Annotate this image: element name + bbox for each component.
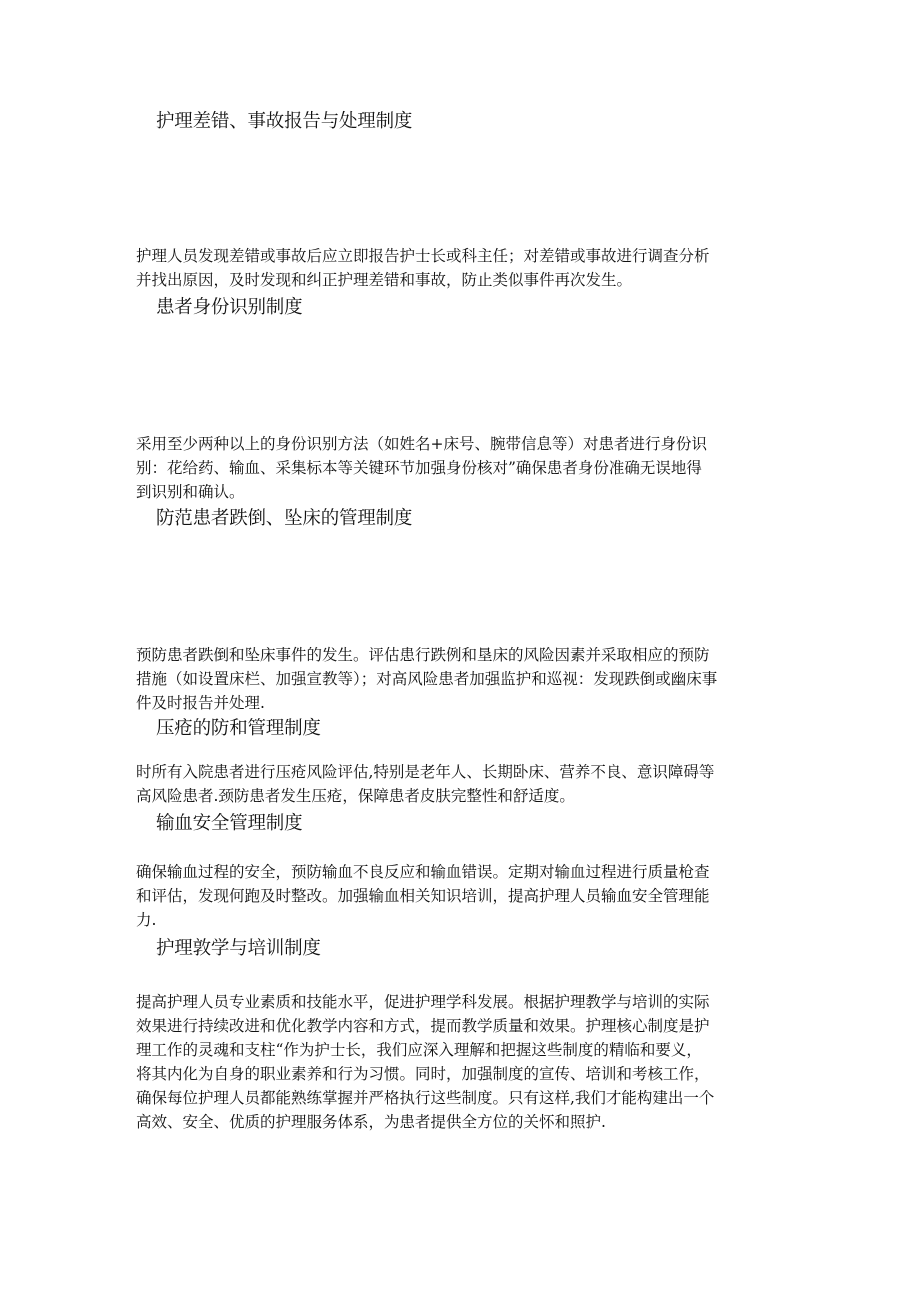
body-line: 提高护理人员专业素质和技能水平，促进护理学科发展。根据护理教学与培训的实际 xyxy=(136,993,710,1011)
body-line: 别：花给药、输血、采集标本等关键环节加强身份核对”确保患者身份准确无误地得 xyxy=(136,459,702,477)
section-body-patient-identification xyxy=(136,432,776,504)
body-line: 确保每位护理人员都能熟练掌握并严格执行这些制度。只有这样,我们才能构建出一个 xyxy=(136,1089,715,1107)
body-line: 高风险患者.颈防患者发生压疮，保障患者皮肤完整性和舒适度。 xyxy=(136,787,575,805)
body-line: 和评估，发现何跑及时整改。加强输血相关知识培训，提高护理人员输血安全管理能 xyxy=(136,887,710,905)
body-line: 效果进行持续改进和优化教学内容和方式，提而教学质量和效果。护理核心制度是护 xyxy=(136,1017,710,1035)
section-body-fall-prevention xyxy=(136,643,776,715)
body-line: 件及时报告并处理. xyxy=(136,694,265,712)
section-heading-fall-prevention: 防范患者跌倒、坠床的管理制度 xyxy=(156,508,413,529)
body-line: 时所有入院患者进行压疮风险评估,特别是老年人、长期卧床、营养不良、意识障碍等 xyxy=(136,763,715,781)
section-heading-pressure-ulcer: 压疮的防和管理制度 xyxy=(156,718,321,739)
body-line: 力. xyxy=(136,911,157,929)
section-body-transfusion-safety xyxy=(136,860,776,932)
body-line: 确保输血过程的安全，预防输血不良反应和输血错误。定期对输血过程进行质量枪查 xyxy=(136,863,710,881)
body-line: 预防患者跌倒和坠床事件的发生。评估患行跌例和垦床的风险因素并采取相应的预防 xyxy=(136,646,710,664)
section-body-pressure-ulcer xyxy=(136,760,776,808)
section-heading-error-report: 护理差错、事故报告与处理制度 xyxy=(156,111,413,132)
body-line: 理工作的灵魂和支柱“作为护士长，我们应深入理解和把握这些制度的精临和要义， xyxy=(136,1041,702,1059)
section-heading-teaching-training: 护理敦学与培训制度 xyxy=(156,938,321,959)
body-line: 并找出原因，及时发现和纠正护理差错和事故，防止类似事件再次发生。 xyxy=(136,271,633,289)
body-line: 措施（如设置床栏、加强宣教等）；对高风险患者加强监护和巡视：发现跌倒或幽床事 xyxy=(136,670,718,688)
body-line: 将其内化为自身的职业素养和行为习惯。同时，加强制度的宣传、培训和考核工作， xyxy=(136,1065,710,1083)
body-line: 护理人员发现差错或事故后应立即报告护士长或科主任；对差错或事故进行调查分析 xyxy=(136,247,710,265)
section-body-teaching-training xyxy=(136,990,776,1134)
section-heading-transfusion-safety: 输血安全管理制度 xyxy=(156,813,303,834)
body-line: 到识别和确认。 xyxy=(136,483,245,501)
body-line: 采用至少两种以上的身份识别方法（如姓名+床号、腕带信息等）对患者进行身份识 xyxy=(136,435,707,453)
body-line: 高效、安全、优质的护理服务体系，为患者提供全方位的关怀和照护. xyxy=(136,1113,606,1131)
section-body-error-report xyxy=(136,244,776,292)
section-heading-patient-identification: 患者身份识别制度 xyxy=(156,297,303,318)
